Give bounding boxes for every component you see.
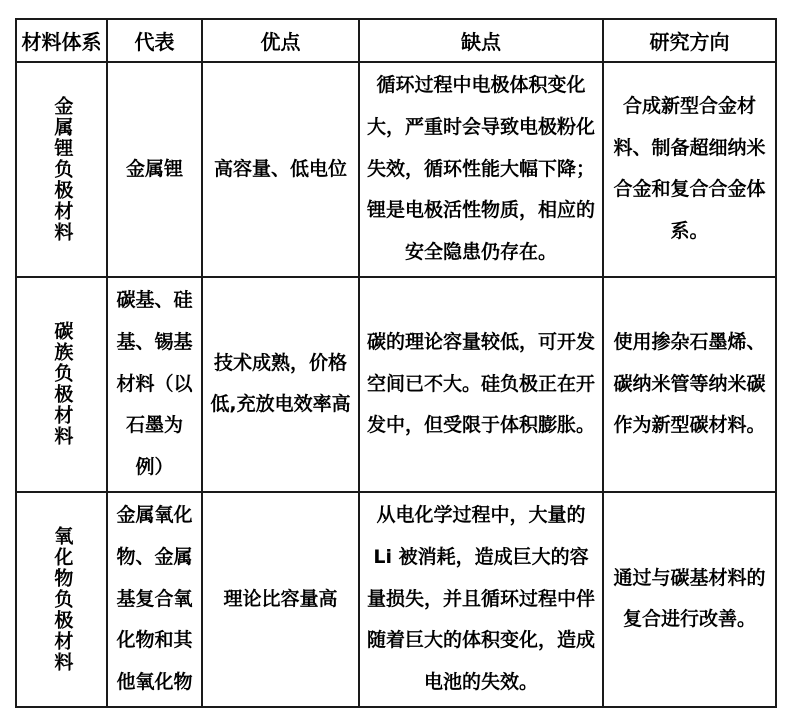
cell-pros: 理论比容量高 xyxy=(202,492,359,707)
cell-system: 金属锂负极材料 xyxy=(16,62,107,277)
cell-representative: 金属氧化物、金属基复合氧化物和其他氧化物 xyxy=(107,492,202,707)
cell-system: 碳族负极材料 xyxy=(16,277,107,492)
header-pros: 优点 xyxy=(202,19,359,62)
header-representative: 代表 xyxy=(107,19,202,62)
header-research-direction: 研究方向 xyxy=(603,19,776,62)
cell-cons: 碳的理论容量较低，可开发空间已不大。硅负极正在开发中，但受限于体积膨胀。 xyxy=(359,277,603,492)
header-cons: 缺点 xyxy=(359,19,603,62)
cell-representative: 碳基、硅基、锡基材料（以石墨为例） xyxy=(107,277,202,492)
cell-research-direction: 通过与碳基材料的复合进行改善。 xyxy=(603,492,776,707)
cell-representative: 金属锂 xyxy=(107,62,202,277)
table-row-oxide xyxy=(16,492,776,707)
table-row-lithium-metal xyxy=(16,62,776,277)
header-row xyxy=(16,19,776,62)
anode-materials-table xyxy=(15,18,777,708)
header-material-system: 材料体系 xyxy=(16,19,107,62)
cell-pros: 高容量、低电位 xyxy=(202,62,359,277)
table-row-carbon-group xyxy=(16,277,776,492)
cell-system: 氧化物负极材料 xyxy=(16,492,107,707)
cell-pros: 技术成熟，价格低,充放电效率高 xyxy=(202,277,359,492)
cell-cons: 从电化学过程中，大量的 Li 被消耗，造成巨大的容量损失，并且循环过程中伴随着巨大的体积变化，造成电池的失效。 xyxy=(359,492,603,707)
cell-research-direction: 合成新型合金材料、制备超细纳米合金和复合合金体系。 xyxy=(603,62,776,277)
cell-cons: 循环过程中电极体积变化大，严重时会导致电极粉化失效，循环性能大幅下降；锂是电极活性物质，相应的安全隐患仍存在。 xyxy=(359,62,603,277)
cell-research-direction: 使用掺杂石墨烯、碳纳米管等纳米碳作为新型碳材料。 xyxy=(603,277,776,492)
